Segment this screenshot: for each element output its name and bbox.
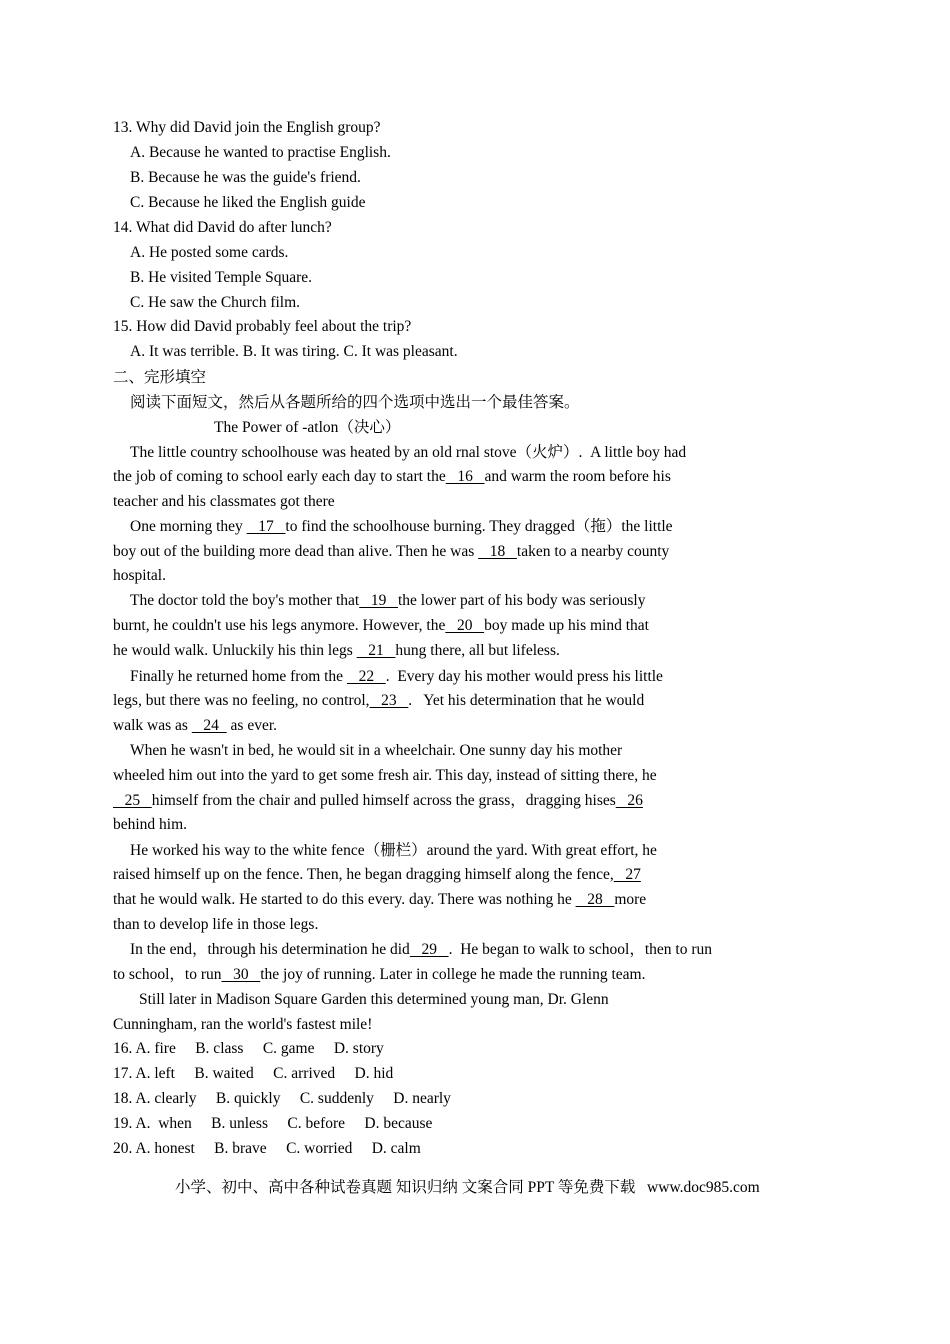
question-14-option-a: A. He posted some cards. bbox=[130, 244, 289, 261]
blank-16: 16 bbox=[445, 468, 485, 485]
passage-line: 25 himself from the chair and pulled himself across the grass，dragging hises 26 bbox=[113, 792, 643, 809]
passage-line: he would walk. Unluckily his thin legs 21 hung there, all but lifeless. bbox=[113, 642, 560, 659]
passage-line: The little country schoolhouse was heated by an old rnal stove（火炉）. A little boy had bbox=[130, 444, 687, 461]
passage-line: Cunningham, ran the world's fastest mile! bbox=[113, 1016, 373, 1033]
question-13-option-c: C. Because he liked the English guide bbox=[130, 194, 366, 211]
section-instruction: 阅读下面短文，然后从各题所给的四个选项中选出一个最佳答案。 bbox=[130, 394, 580, 411]
question-13-stem: 13. Why did David join the English group? bbox=[113, 119, 381, 136]
blank-19: 19 bbox=[359, 592, 398, 609]
passage-line: burnt, he couldn't use his legs anymore. However, the 20 boy made up his mind that bbox=[113, 617, 649, 634]
question-13-option-b: B. Because he was the guide's friend. bbox=[130, 169, 361, 186]
passage-line: raised himself up on the fence. Then, he began dragging himself along the fence, 27 bbox=[113, 866, 641, 883]
passage-line: hospital. bbox=[113, 567, 166, 584]
passage-line: When he wasn't in bed, he would sit in a wheelchair. One sunny day his mother bbox=[130, 742, 623, 759]
question-15-stem: 15. How did David probably feel about the trip? bbox=[113, 318, 412, 335]
passage-line: He worked his way to the white fence（栅栏）around the yard. With great effort, he bbox=[130, 842, 657, 859]
option-row-20: 20. A. honest B. brave C. worried D. calm bbox=[113, 1140, 421, 1157]
blank-28: 28 bbox=[575, 891, 615, 908]
blank-17: 17 bbox=[246, 518, 286, 535]
passage-line: wheeled him out into the yard to get some fresh air. This day, instead of sitting there, he bbox=[113, 767, 657, 784]
passage-line: One morning they 17 to find the schoolhouse burning. They dragged（拖）the little bbox=[130, 518, 673, 535]
question-13-option-a: A. Because he wanted to practise English. bbox=[130, 144, 391, 161]
passage-line: behind him. bbox=[113, 816, 188, 833]
option-row-18: 18. A. clearly B. quickly C. suddenly D. nearly bbox=[113, 1090, 451, 1107]
blank-22: 22 bbox=[346, 668, 386, 685]
blank-21: 21 bbox=[356, 642, 396, 659]
blank-20: 20 bbox=[445, 617, 485, 634]
option-row-19: 19. A. when B. unless C. before D. because bbox=[113, 1115, 433, 1132]
blank-27: 27 bbox=[613, 866, 641, 883]
passage-line: boy out of the building more dead than alive. Then he was 18 taken to a nearby county bbox=[113, 543, 670, 560]
question-14-option-b: B. He visited Temple Square. bbox=[130, 269, 313, 286]
blank-18: 18 bbox=[478, 543, 517, 560]
passage-line: the job of coming to school early each day to start the 16 and warm the room before his bbox=[113, 468, 671, 485]
blank-29: 29 bbox=[409, 941, 449, 958]
option-row-16: 16. A. fire B. class C. game D. story bbox=[113, 1040, 384, 1057]
passage-line: teacher and his classmates got there bbox=[113, 493, 335, 510]
section-heading: 二、完形填空 bbox=[113, 369, 207, 386]
passage-line: that he would walk. He started to do this every. day. There was nothing he 28 more bbox=[113, 891, 647, 908]
passage-line: legs, but there was no feeling, no control, 23 . Yet his determination that he would bbox=[113, 692, 645, 709]
passage-line: Finally he returned home from the 22 . Every day his mother would press his little bbox=[130, 668, 663, 685]
question-15-options: A. It was terrible. B. It was tiring. C. It was pleasant. bbox=[130, 343, 458, 360]
question-14-stem: 14. What did David do after lunch? bbox=[113, 219, 332, 236]
passage-line: than to develop life in those legs. bbox=[113, 916, 319, 933]
page-footer: 小学、初中、高中各种试卷真题 知识归纳 文案合同 PPT 等免费下载 www.doc985.com bbox=[175, 1179, 760, 1196]
blank-30: 30 bbox=[221, 966, 261, 983]
blank-23: 23 bbox=[369, 692, 409, 709]
blank-24: 24 bbox=[191, 717, 227, 734]
blank-25: 25 bbox=[113, 792, 152, 809]
passage-line: walk was as 24 as ever. bbox=[113, 717, 278, 734]
passage-title: The Power of -atlon（决心） bbox=[214, 419, 401, 436]
passage-line: In the end，through his determination he did 29 . He began to walk to school，then to run bbox=[130, 941, 713, 958]
question-14-option-c: C. He saw the Church film. bbox=[130, 294, 301, 311]
passage-line: Still later in Madison Square Garden this determined young man, Dr. Glenn bbox=[139, 991, 609, 1008]
blank-26: 26 bbox=[615, 792, 643, 809]
option-row-17: 17. A. left B. waited C. arrived D. hid bbox=[113, 1065, 394, 1082]
passage-line: to school，to run 30 the joy of running. Later in college he made the running team. bbox=[113, 966, 646, 983]
passage-line: The doctor told the boy's mother that 19 the lower part of his body was seriously bbox=[130, 592, 646, 609]
